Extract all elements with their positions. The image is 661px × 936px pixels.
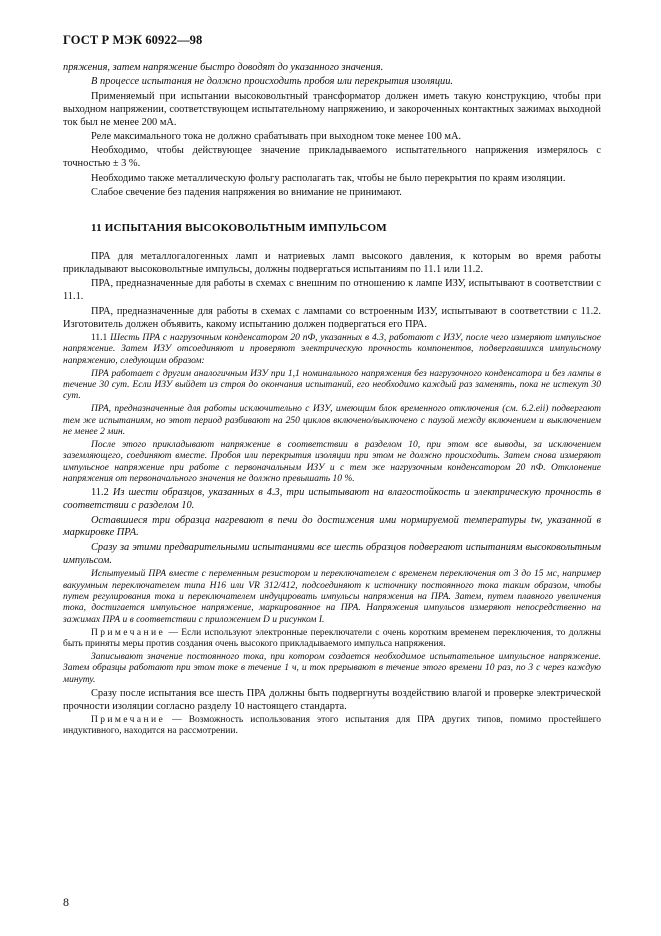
paragraph: Оставшиеся три образца нагревают в печи до достижения ими нормируемой температуры tw, указанной в маркировке ПРА. (63, 514, 601, 539)
clause-number: 11.2 (91, 487, 109, 499)
paragraph: ПРА, предназначенные для работы в схемах с внешним по отношению к лампе ИЗУ, испытывают в соответствии с 11.1. (63, 278, 601, 303)
note (63, 628, 601, 651)
paragraph: Применяемый при испытании высоковольтный трансформатор должен иметь такую конструкцию, чтобы при выходном напряжении, соответствующем испытательному напряжению, и закороченных контактных зажимах выходной ток был не менее 200 мА. (63, 90, 601, 128)
note-text: — Если используют электронные переключатели с очень коротким временем переключения, то должны быть приняты меры против создания очень высокого прикладываемого импульса напряжения. (63, 627, 601, 650)
section-title: 11 ИСПЫТАНИЯ ВЫСОКОВОЛЬТНЫМ ИМПУЛЬСОМ (91, 222, 387, 235)
note-label: Примечание (91, 627, 166, 638)
standard-header: ГОСТ Р МЭК 60922—98 (63, 33, 203, 47)
paragraph: Записывают значение постоянного тока, при котором создается необходимое испытательное импульсное напряжение. Затем образцы работают при этом токе в течение 1 ч, и ток прерывают в течение этого времени 10 раз, по 3 с через каждую минуту. (63, 651, 601, 685)
clause-11-2 (63, 487, 601, 513)
note-text: — Возможность использования этого испытания для ПРА других типов, помимо простейшего индуктивного, находится на рассмотрении. (63, 715, 601, 737)
paragraph: Сразу после испытания все шесть ПРА должны быть подвергнуты воздействию влагой и проверке электрической прочности изоляции согласно разделу 10 настоящего стандарта. (63, 687, 601, 712)
paragraph: Сразу за этими предварительными испытаниями все шесть образцов подвергают испытаниям высоковольтным импульсом. (63, 541, 601, 566)
paragraph: Испытуемый ПРА вместе с переменным резистором и переключателем с временем переключения от 3 до 15 мс, например вакуумным переключателем типа H16 или VR 312/412, подсоединяют к источнику постоянного тока таким образом, чтобы путем регулирования тока и переключателем индуцировать импульсы напряжения на ПРА. Затем, путем плавного увеличения тока, достигается импульсное напряжение, маркированное на ПРА. Напряжения импульсов измеряют непосредственно на зажимах ПРА и в соответствии с приложением D и рисунком I. (63, 569, 601, 625)
clause-text: Шесть ПРА с нагрузочным конденсатором 20 пФ, указанных в 4.3, работают с ИЗУ, после чего измеряют импульсное напряжение. Затем ИЗУ отсоединяют и проверяют электрическую прочность компонентов, подвергавшихся импульсному напряжению, следующим образом: (63, 332, 601, 366)
clause-text: Из шести образцов, указанных в 4.3, три испытывают на влагостойкость и электрическую прочность в соответствии с разделом 10. (63, 487, 601, 512)
paragraph: ПРА, предназначенные для работы исключительно с ИЗУ, имеющим блок временного отключения (см. 6.2.eii) подвергают тем же испытаниям, но этот период разбивают на 250 циклов включено/выключено с паузой между включением и выключением не менее 2 мин. (63, 404, 601, 438)
paragraph: Необходимо также металлическую фольгу располагать так, чтобы не было перекрытия по краям изоляции. (91, 172, 566, 184)
note-label: Примечание (91, 715, 166, 725)
paragraph: ПРА, предназначенные для работы в схемах с лампами со встроенным ИЗУ, испытывают в соответствии с 11.2. Изготовитель должен объявить, какому испытанию должен подвергаться его ПРА. (63, 305, 601, 330)
paragraph: ПРА работает с другим аналогичным ИЗУ при 1,1 номинального напряжения без нагрузочного конденсатора и без лампы в течение 30 сут. Если ИЗУ выйдет из строя до окончания испытаний, его необходимо каждый раз заменять, пока не истекут 30 сут. (63, 368, 601, 402)
clause-number: 11.1 (91, 332, 108, 343)
paragraph: Слабое свечение без падения напряжения во внимание не принимают. (91, 187, 402, 199)
note (63, 715, 601, 738)
paragraph: Необходимо, чтобы действующее значение прикладываемого испытательного напряжения измерялось с точностью ± 3 %. (63, 145, 601, 170)
paragraph: В процессе испытания не должно происходить пробоя или перекрытия изоляции. (91, 76, 454, 88)
clause-11-1 (63, 333, 601, 367)
paragraph: После этого прикладывают напряжение в соответствии в разделом 10, при этом все выводы, за исключением заземляющего, соединяют вместе. Пробоя или перекрытия изоляции при этом не должно происходить. Затем снова измеряют импульсное напряжение при работе с первоначальным ИЗУ и с тем же нагрузочным конденсатором 20 пФ. Отклонение напряжения от первоначального значения не должно превышать 10 %. (63, 440, 601, 485)
page-number: 8 (63, 895, 69, 909)
paragraph: ПРА для металлогалогенных ламп и натриевых ламп высокого давления, к которым во время работы прикладывают высоковольтные импульсы, должны подвергаться испытаниям по 11.1 или 11.2. (63, 250, 601, 275)
document-body (63, 62, 601, 739)
paragraph: Реле максимального тока не должно срабатывать при выходном токе менее 100 мА. (91, 131, 462, 143)
paragraph: пряжения, затем напряжение быстро доводят до указанного значения. (63, 62, 384, 73)
